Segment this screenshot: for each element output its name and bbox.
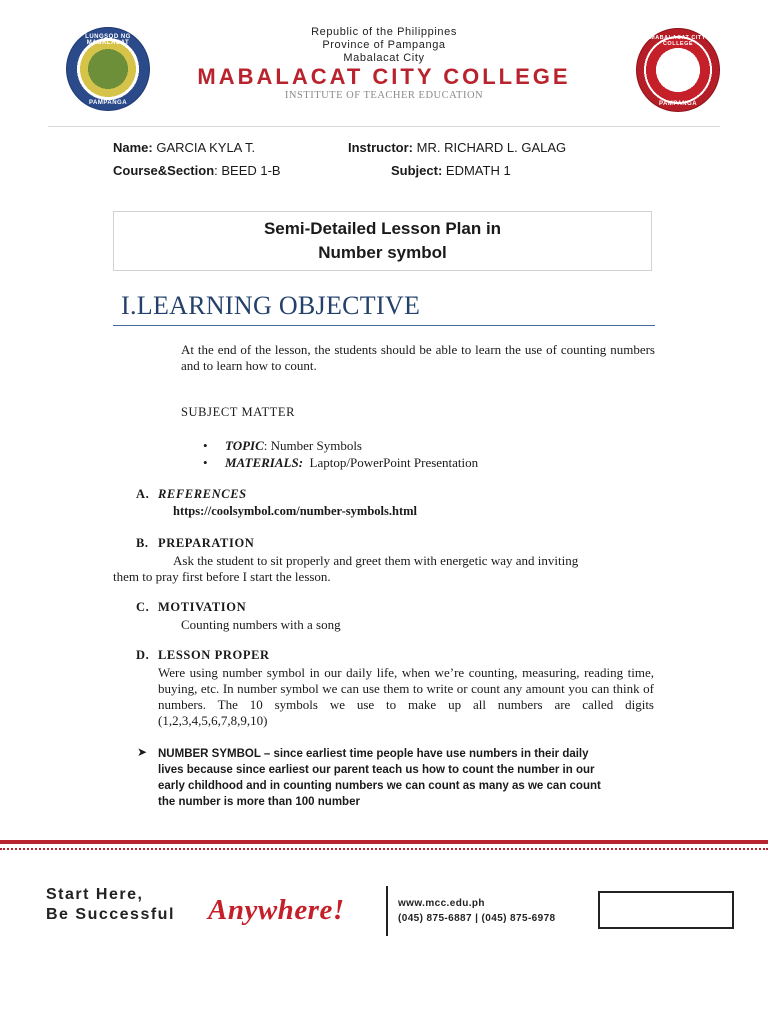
instructor-value: MR. RICHARD L. GALAG — [416, 140, 567, 155]
lesson-plan-title-box — [113, 211, 652, 271]
seal-right-top-text: MABALACAT CITY COLLEGE — [650, 35, 706, 47]
course-field — [113, 163, 281, 178]
subject-field — [391, 163, 511, 178]
website-text[interactable]: www.mcc.edu.ph — [398, 898, 485, 909]
subject-matter-heading: SUBJECT MATTER — [181, 405, 296, 419]
institute-name: INSTITUTE OF TEACHER EDUCATION — [284, 90, 484, 101]
preparation-text-line1: Ask the student to sit properly and greet them with energetic way and inviting — [173, 553, 579, 568]
seal-left-top-text: LUNGSOD NG MABALACAT — [85, 34, 131, 46]
name-field — [113, 140, 255, 155]
topic-label: TOPIC — [225, 438, 264, 453]
footer-red-rule — [0, 840, 768, 844]
materials-value: Laptop/PowerPoint Presentation — [309, 455, 479, 470]
course-value: : BEED 1-B — [214, 163, 281, 178]
title-line-1: Semi-Detailed Lesson Plan in — [263, 219, 502, 238]
college-name: MABALACAT CITY COLLEGE — [197, 64, 571, 89]
subject-label: Subject: — [391, 163, 443, 178]
section-d-title: LESSON PROPER — [158, 648, 270, 662]
objective-text: At the end of the lesson, the students should be able to learn the use of counting numbers and to learn how to count. — [181, 342, 655, 373]
section-d-letter: D. — [136, 648, 150, 662]
section-b-letter: B. — [136, 536, 149, 550]
materials-label: MATERIALS: — [225, 455, 304, 470]
phone-numbers: (045) 875-6887 | (045) 875-6978 — [398, 913, 556, 924]
number-symbol-line1: NUMBER SYMBOL – since earliest time people have use numbers in their daily — [158, 748, 589, 760]
bullet-dot-icon: • — [203, 438, 208, 453]
section-b-title: PREPARATION — [158, 536, 255, 550]
title-line-2: Number symbol — [318, 243, 447, 262]
slogan-start-here: Start Here, — [46, 886, 144, 903]
name-label: Name: — [113, 140, 153, 155]
number-symbol-line4: the number is more than 100 number — [158, 796, 360, 808]
section-c-title: MOTIVATION — [158, 600, 247, 614]
footer-dotted-rule — [0, 848, 768, 852]
section-c-letter: C. — [136, 600, 150, 614]
footer-blank-box — [598, 891, 734, 929]
seal-right-bottom-text: PAMPANGA — [658, 101, 698, 107]
header-divider — [48, 126, 720, 127]
seal-left-bottom-text: PAMPANGA — [88, 100, 128, 106]
instructor-field — [348, 140, 566, 155]
header-city: Mabalacat City — [343, 52, 425, 64]
objective-divider — [113, 325, 655, 326]
arrow-bullet-icon: ➤ — [137, 745, 148, 759]
instructor-label: Instructor: — [348, 140, 413, 155]
slogan-be-successful: Be Successful — [46, 906, 175, 923]
references-link[interactable]: https://coolsymbol.com/number-symbols.html — [173, 504, 417, 518]
topic-value: : Number Symbols — [263, 438, 362, 453]
learning-objective-heading: I.LEARNING OBJECTIVE — [121, 291, 421, 320]
name-value: GARCIA KYLA T. — [156, 140, 256, 155]
footer-vertical-divider — [386, 886, 388, 936]
motivation-text: Counting numbers with a song — [181, 617, 341, 632]
preparation-text-line2: them to pray first before I start the lesson. — [113, 569, 331, 584]
section-a-title: REFERENCES — [158, 487, 247, 501]
course-label: Course&Section — [113, 163, 215, 178]
bullet-dot-icon: • — [203, 455, 208, 470]
number-symbol-line2: lives because since earliest our parent teach us how to count the number in our — [158, 764, 595, 776]
lesson-proper-text: Were using number symbol in our daily life, when we’re counting, measuring, reading time, buying, etc. In number symbol we can use them to write or count any amount you can think of numbers. The 10 symbols we use to make up all numbers are called digits (1,2,3,4,5,6,7,8,9,10) — [158, 665, 654, 728]
header-province: Province of Pampanga — [322, 39, 446, 51]
number-symbol-line3: early childhood and in counting numbers we can count as many as we can count — [158, 780, 601, 792]
header-republic: Republic of the Philippines — [311, 26, 457, 38]
section-a-letter: A. — [136, 487, 150, 501]
subject-value: EDMATH 1 — [445, 163, 511, 178]
slogan-anywhere: Anywhere! — [208, 894, 345, 926]
